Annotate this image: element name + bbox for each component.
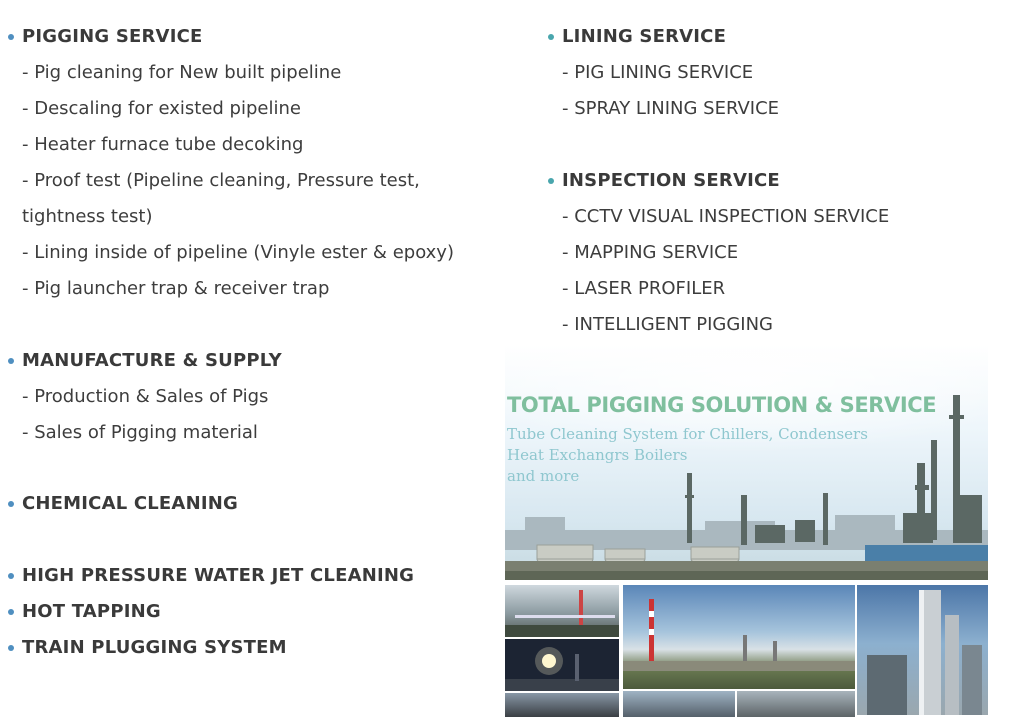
bullet-icon bbox=[8, 609, 14, 615]
column-tower-icon bbox=[857, 585, 988, 715]
bullet-icon bbox=[548, 34, 554, 40]
bullet-icon bbox=[8, 358, 14, 364]
bullet-icon bbox=[8, 501, 14, 507]
photo-pipeline-thumb bbox=[505, 585, 619, 637]
banner-subtitle-line: Heat Exchangrs Boilers bbox=[507, 446, 688, 464]
pigging-item: - Heater furnace tube decoking bbox=[22, 134, 304, 155]
inspection-item: - MAPPING SERVICE bbox=[562, 242, 739, 263]
promo-banner bbox=[505, 345, 992, 717]
night-light-icon bbox=[505, 639, 619, 691]
manufacture-item: - Sales of Pigging material bbox=[22, 422, 258, 443]
banner-subtitle-line: Tube Cleaning System for Chillers, Condensers bbox=[507, 425, 868, 443]
pigging-item: - Descaling for existed pipeline bbox=[22, 98, 301, 119]
photo-strip-thumb bbox=[505, 693, 619, 717]
manufacture-item: - Production & Sales of Pigs bbox=[22, 386, 269, 407]
inspection-item: - CCTV VISUAL INSPECTION SERVICE bbox=[562, 206, 890, 227]
bullet-icon bbox=[8, 645, 14, 651]
lining-item: - SPRAY LINING SERVICE bbox=[562, 98, 780, 119]
bullet-icon bbox=[8, 34, 14, 40]
bullet-icon bbox=[548, 178, 554, 184]
refinery-skyline-icon bbox=[623, 585, 855, 689]
photo-distillation-tower-thumb bbox=[857, 585, 988, 715]
banner-title: TOTAL PIGGING SOLUTION & SERVICE bbox=[507, 393, 937, 417]
pigging-item: - Pig cleaning for New built pipeline bbox=[22, 62, 342, 83]
lining-item: - PIG LINING SERVICE bbox=[562, 62, 754, 83]
banner-subtitle-line: and more bbox=[507, 467, 580, 485]
pigging-item-continued: tightness test) bbox=[22, 206, 153, 227]
pigging-item: - Pig launcher trap & receiver trap bbox=[22, 278, 330, 299]
photo-night-plant-thumb bbox=[505, 639, 619, 691]
inspection-item: - LASER PROFILER bbox=[562, 278, 726, 299]
photo-refinery-wide-thumb bbox=[623, 585, 855, 689]
photo-strip-thumb bbox=[623, 691, 735, 717]
bullet-icon bbox=[8, 573, 14, 579]
pipeline-icon bbox=[505, 585, 619, 637]
pigging-item: - Proof test (Pipeline cleaning, Pressure test, bbox=[22, 170, 420, 191]
photo-strip-thumb bbox=[737, 691, 855, 717]
pigging-item: - Lining inside of pipeline (Vinyle ester & epoxy) bbox=[22, 242, 454, 263]
inspection-item: - INTELLIGENT PIGGING bbox=[562, 314, 774, 335]
